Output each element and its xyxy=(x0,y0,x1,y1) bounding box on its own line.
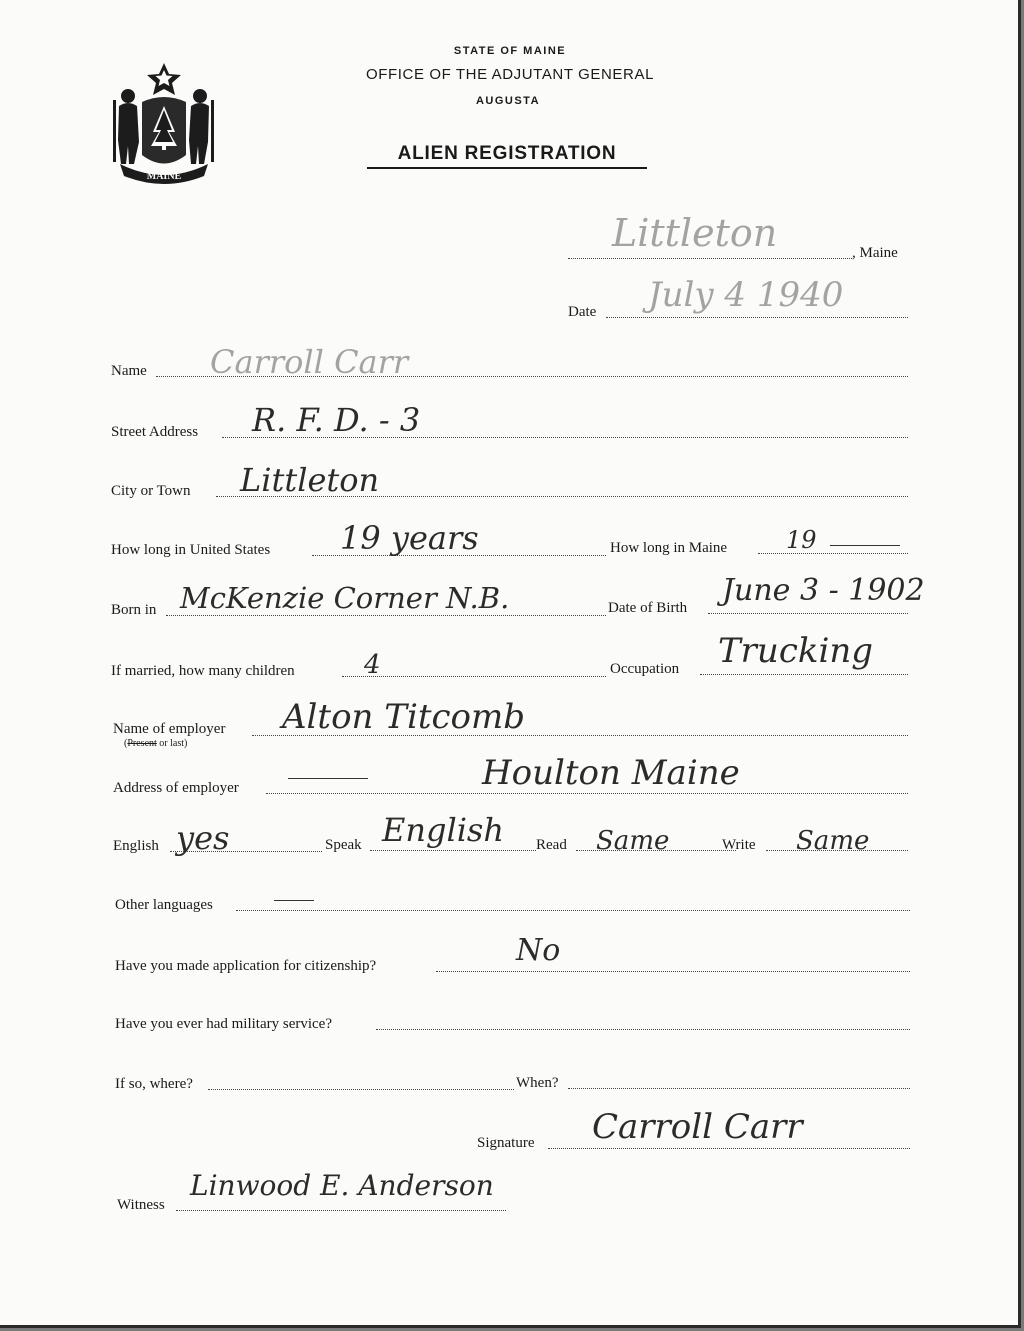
place-value: Littleton xyxy=(612,211,778,255)
military-line xyxy=(376,1029,910,1030)
english-label: English xyxy=(113,838,159,854)
city-heading: AUGUSTA xyxy=(475,95,541,107)
speak-value: English xyxy=(382,811,504,849)
signature-value: Carroll Carr xyxy=(592,1107,803,1147)
write-label: Write xyxy=(722,837,756,853)
employer-address-label: Address of employer xyxy=(113,780,239,796)
seal-label: MAINE xyxy=(146,171,182,182)
how-long-maine-value: 19 xyxy=(786,526,817,554)
read-value: Same xyxy=(596,826,670,856)
date-value: July 4 1940 xyxy=(648,275,844,315)
citizenship-line xyxy=(436,971,910,972)
born-in-line xyxy=(166,615,606,616)
office-heading: OFFICE OF THE ADJUTANT GENERAL xyxy=(365,66,655,83)
citizenship-value: No xyxy=(516,933,561,968)
place-suffix: , Maine xyxy=(852,245,898,261)
employer-address-dash xyxy=(288,778,368,779)
employer-name-sub-rest: or last) xyxy=(156,738,188,749)
when-line xyxy=(568,1088,910,1089)
date-line xyxy=(606,317,908,318)
born-in-label: Born in xyxy=(111,602,157,618)
if-so-where-label: If so, where? xyxy=(115,1076,193,1092)
when-label: When? xyxy=(516,1075,559,1091)
write-value: Same xyxy=(796,826,870,856)
maine-state-seal-icon xyxy=(108,60,220,185)
state-heading: STATE OF MAINE xyxy=(453,45,567,57)
speak-line xyxy=(370,850,536,851)
name-value: Carroll Carr xyxy=(210,343,409,381)
street-address-value: R. F. D. - 3 xyxy=(252,401,421,439)
date-of-birth-label: Date of Birth xyxy=(608,600,688,616)
employer-address-value: Houlton Maine xyxy=(482,753,740,793)
occupation-label: Occupation xyxy=(610,661,680,677)
city-or-town-label: City or Town xyxy=(111,483,191,499)
signature-label: Signature xyxy=(477,1135,535,1151)
speak-label: Speak xyxy=(325,837,362,853)
employer-name-sub-struck: Present xyxy=(127,738,157,749)
employer-address-line xyxy=(266,793,908,794)
how-long-us-value: 19 years xyxy=(340,519,479,557)
other-languages-dash xyxy=(274,900,314,901)
how-long-maine-label: How long in Maine xyxy=(610,540,728,556)
street-address-label: Street Address xyxy=(111,424,199,440)
other-languages-label: Other languages xyxy=(115,897,213,913)
born-in-value: McKenzie Corner N.B. xyxy=(180,581,510,615)
date-label: Date xyxy=(568,304,597,320)
date-of-birth-value: June 3 - 1902 xyxy=(722,573,925,608)
citizenship-label: Have you made application for citizenship? xyxy=(115,958,377,974)
military-label: Have you ever had military service? xyxy=(115,1016,332,1032)
name-label: Name xyxy=(111,363,147,379)
employer-name-value: Alton Titcomb xyxy=(282,697,525,737)
place-line xyxy=(568,258,852,259)
how-long-us-label: How long in United States xyxy=(111,542,271,558)
how-long-maine-line xyxy=(758,553,908,554)
title-underline xyxy=(367,167,647,169)
employer-name-sublabel: (Present or last) xyxy=(124,738,188,749)
other-languages-line xyxy=(236,910,910,911)
children-value: 4 xyxy=(364,650,381,680)
occupation-value: Trucking xyxy=(718,631,874,671)
children-label: If married, how many children xyxy=(111,663,295,679)
children-line xyxy=(342,676,606,677)
read-label: Read xyxy=(536,837,567,853)
occupation-line xyxy=(700,674,908,675)
form-title: ALIEN REGISTRATION xyxy=(397,143,617,164)
city-or-town-value: Littleton xyxy=(240,461,380,499)
if-so-where-line xyxy=(208,1089,514,1090)
signature-line xyxy=(548,1148,910,1149)
how-long-maine-dash xyxy=(830,545,900,546)
witness-value: Linwood E. Anderson xyxy=(190,1169,494,1202)
employer-name-label: Name of employer xyxy=(113,721,226,737)
english-value: yes xyxy=(176,819,230,857)
witness-line xyxy=(176,1210,506,1211)
witness-label: Witness xyxy=(117,1197,165,1213)
date-of-birth-line xyxy=(708,613,908,614)
